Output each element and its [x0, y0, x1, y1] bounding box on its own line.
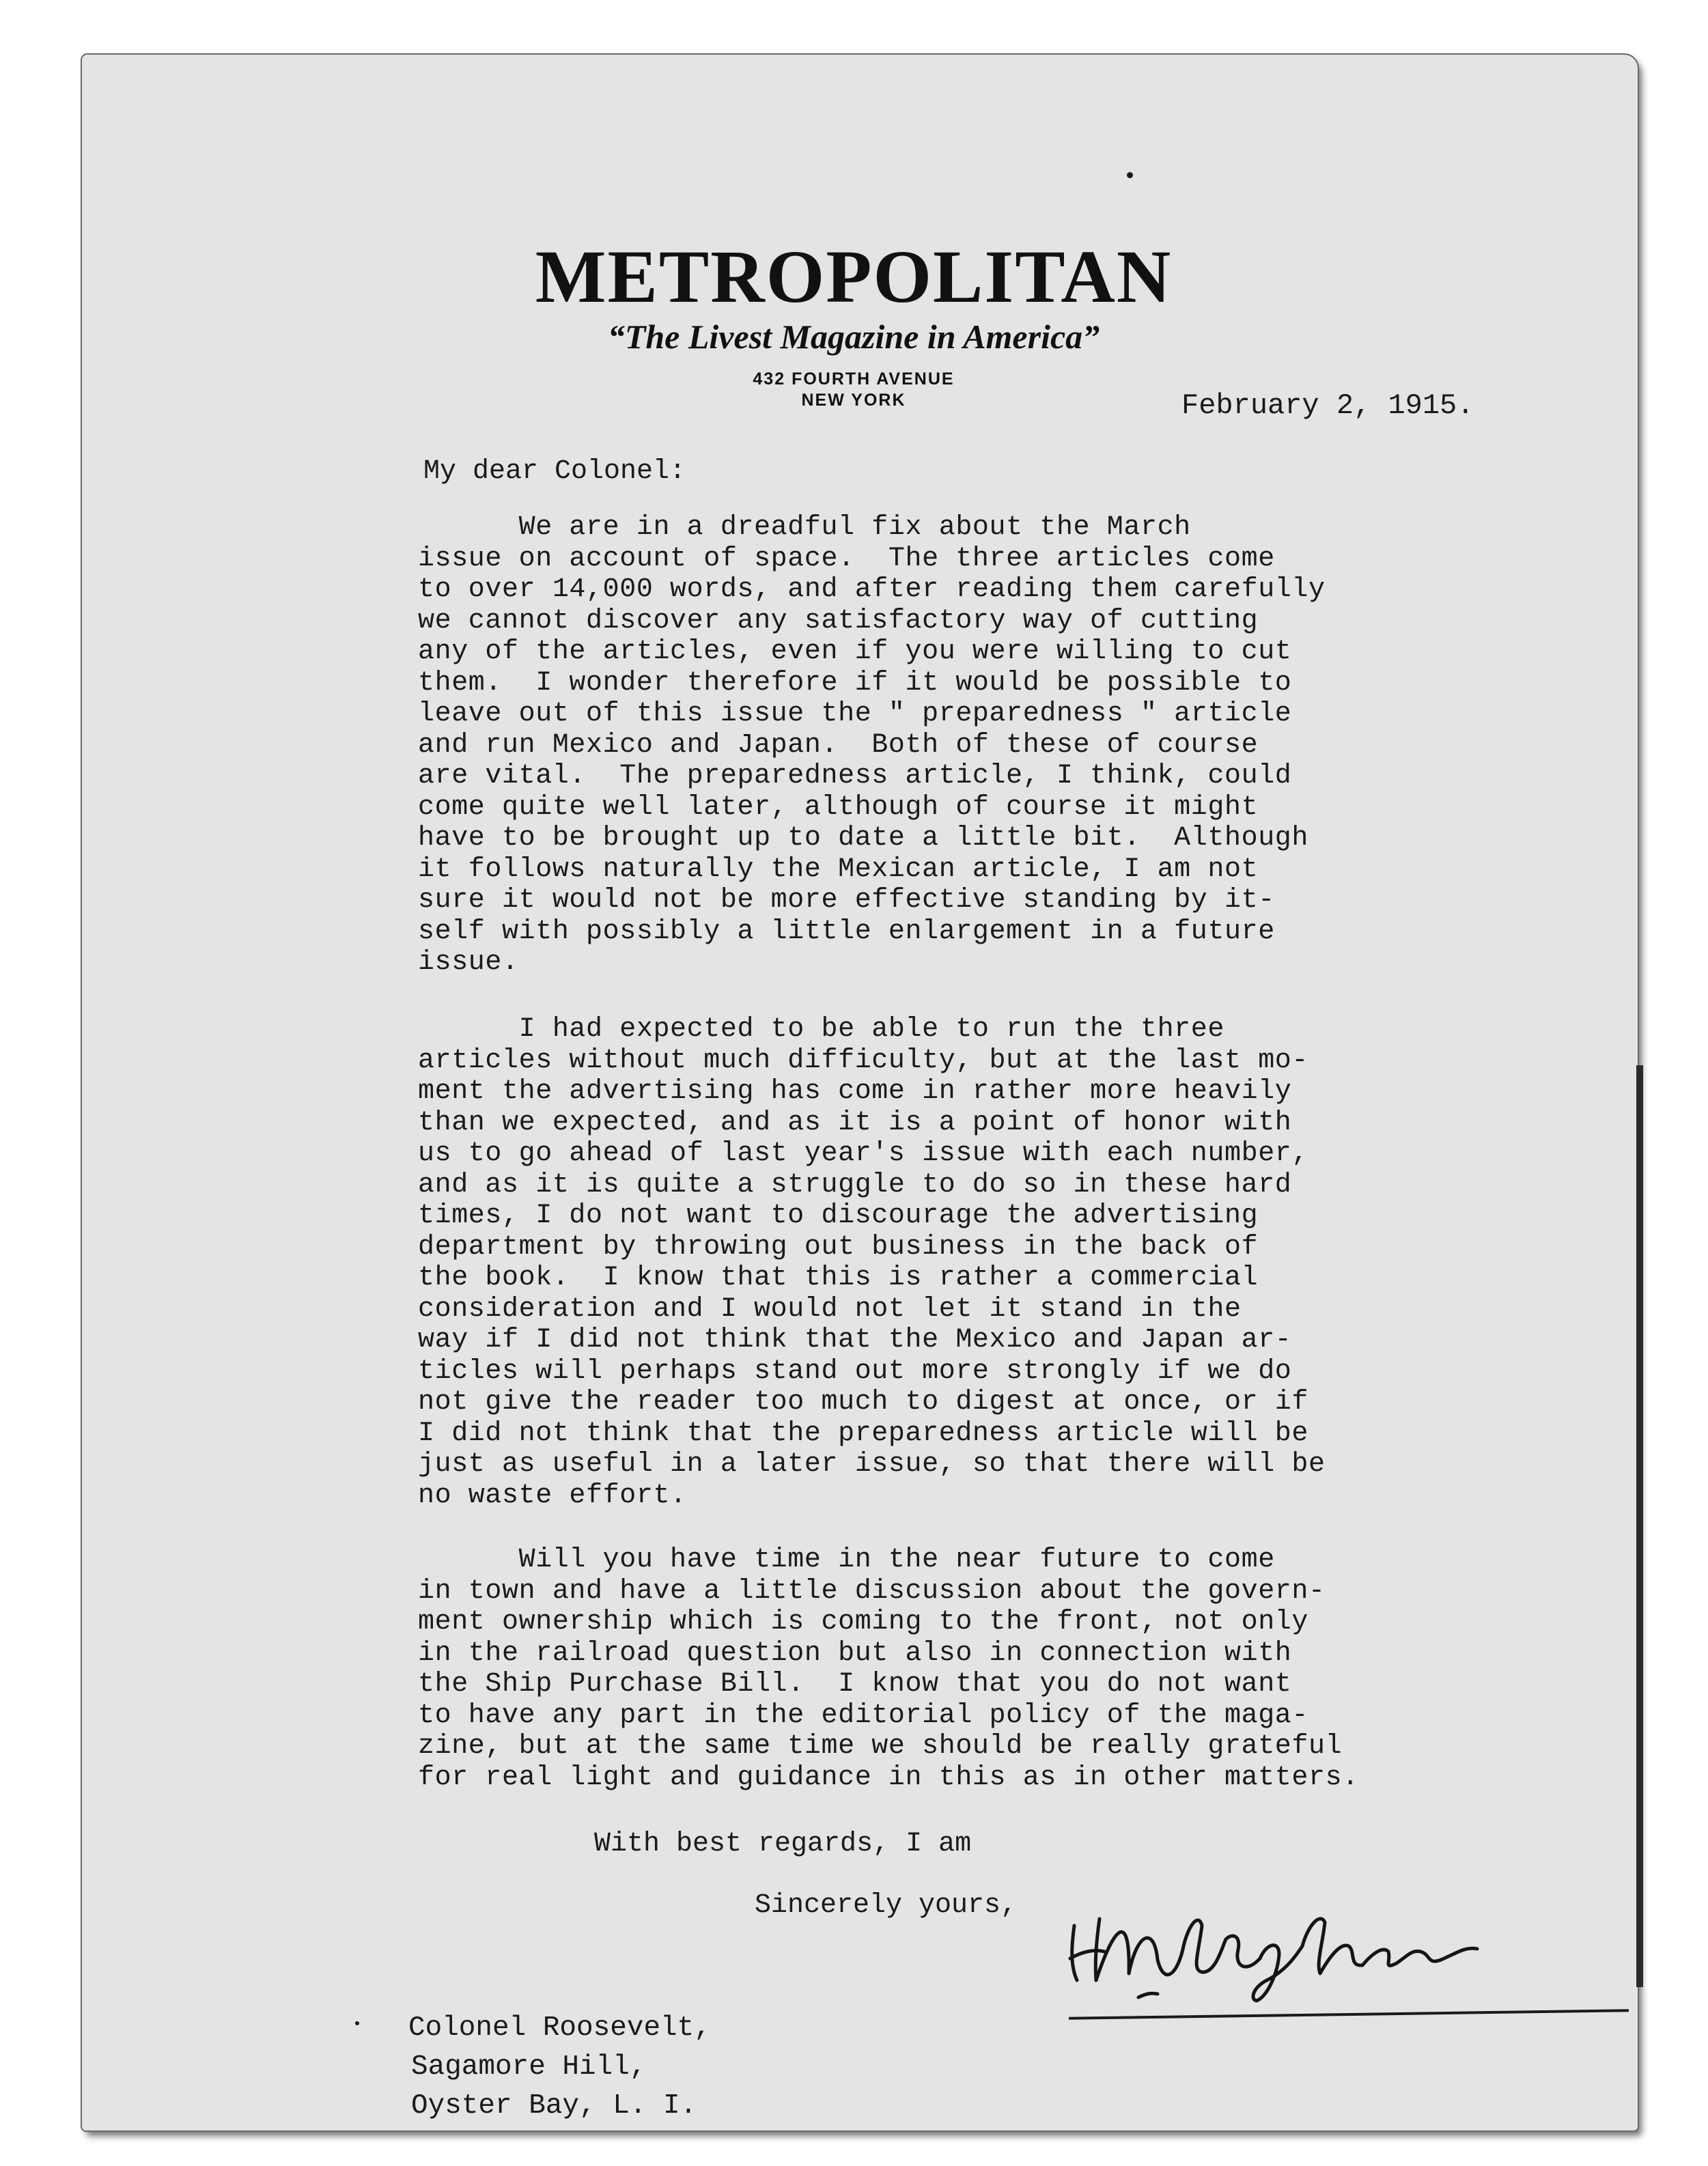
- body-line: it follows naturally the Mexican article, I am not: [418, 854, 1259, 885]
- body-line: no waste effort.: [418, 1480, 687, 1511]
- letterhead-address-line1: 432 FOURTH AVENUE: [753, 369, 955, 389]
- letter-date: February 2, 1915.: [1181, 389, 1474, 422]
- body-line: for real light and guidance in this as in other matters.: [418, 1762, 1359, 1793]
- body-line: leave out of this issue the " preparedness " article: [418, 699, 1292, 729]
- body-line: have to be brought up to date a little bit. Although: [418, 823, 1309, 854]
- body-line: consideration and I would not let it stand in the: [418, 1293, 1242, 1325]
- ink-speck: [355, 2021, 359, 2025]
- body-line: issue.: [418, 947, 519, 978]
- body-line: ment ownership which is coming to the front, not only: [418, 1607, 1309, 1637]
- letterhead-name: METROPOLITAN: [535, 235, 1173, 318]
- signature-text: HJ Whigham: [1062, 1878, 1066, 1879]
- letterhead-tagline: “The Livest Magazine in America”: [607, 318, 1100, 356]
- body-line: I had expected to be able to run the three: [418, 1014, 1224, 1045]
- addressee-line3: Oyster Bay, L. I.: [411, 2090, 697, 2122]
- body-line: way if I did not think that the Mexico and Japan ar-: [418, 1325, 1292, 1355]
- body-line: we cannot discover any satisfactory way of cutting: [418, 605, 1259, 636]
- body-line: We are in a dreadful fix about the March: [418, 512, 1191, 543]
- paper-fold-edge: [1636, 1065, 1643, 1987]
- body-line: to over 14,000 words, and after reading them carefully: [418, 574, 1326, 605]
- body-line: zine, but at the same time we should be really grateful: [418, 1731, 1343, 1762]
- salutation: My dear Colonel:: [423, 456, 686, 487]
- body-line: sure it would not be more effective standing by it-: [418, 885, 1275, 916]
- body-line: times, I do not want to discourage the advertising: [418, 1200, 1259, 1231]
- signoff: Sincerely yours,: [755, 1890, 1018, 1921]
- body-paragraph-2: [418, 1014, 1326, 1511]
- body-line: us to go ahead of last year's issue with each number,: [418, 1138, 1309, 1169]
- addressee-line1: Colonel Roosevelt,: [408, 2012, 711, 2044]
- body-paragraph-3: [418, 1545, 1359, 1793]
- body-line: not give the reader too much to digest at once, or if: [418, 1387, 1309, 1418]
- body-line: than we expected, and as it is a point of honor with: [418, 1107, 1292, 1138]
- body-line: the Ship Purchase Bill. I know that you do not want: [418, 1669, 1292, 1700]
- letterhead: [410, 235, 1298, 411]
- body-line: and as it is quite a struggle to do so in these hard: [418, 1169, 1292, 1200]
- body-line: in the railroad question but also in connection with: [418, 1637, 1292, 1669]
- body-line: any of the articles, even if you were willing to cut: [418, 636, 1292, 667]
- ink-speck: [1127, 172, 1133, 178]
- body-line: Will you have time in the near future to come: [418, 1545, 1275, 1575]
- body-paragraph-1: [418, 512, 1326, 979]
- body-line: to have any part in the editorial policy of the maga-: [418, 1700, 1309, 1731]
- body-line: ticles will perhaps stand out more strongly if we do: [418, 1355, 1292, 1387]
- body-line: the book. I know that this is rather a commercial: [418, 1263, 1259, 1293]
- body-line: ment the advertising has come in rather more heavily: [418, 1076, 1292, 1107]
- letterhead-address-line2: NEW YORK: [801, 391, 906, 410]
- body-line: articles without much difficulty, but at the last mo-: [418, 1045, 1309, 1076]
- body-line: issue on account of space. The three articles come: [418, 543, 1275, 574]
- letterhead-address: [410, 369, 1298, 411]
- body-line: I did not think that the preparedness article will be: [418, 1418, 1309, 1449]
- body-line: them. I wonder therefore if it would be possible to: [418, 667, 1292, 699]
- addressee-block: [408, 2009, 711, 2126]
- closing-line: With best regards, I am: [594, 1829, 972, 1859]
- body-line: and run Mexico and Japan. Both of these of course: [418, 729, 1259, 761]
- body-line: are vital. The preparedness article, I think, could: [418, 761, 1292, 791]
- body-line: self with possibly a little enlargement in a future: [418, 916, 1275, 947]
- body-line: in town and have a little discussion about the govern-: [418, 1575, 1326, 1607]
- body-line: come quite well later, although of course it might: [418, 791, 1259, 823]
- addressee-line2: Sagamore Hill,: [411, 2051, 647, 2083]
- body-line: department by throwing out business in the back of: [418, 1231, 1259, 1263]
- handwritten-signature: [1062, 1878, 1492, 2008]
- body-line: just as useful in a later issue, so that there will be: [418, 1449, 1326, 1480]
